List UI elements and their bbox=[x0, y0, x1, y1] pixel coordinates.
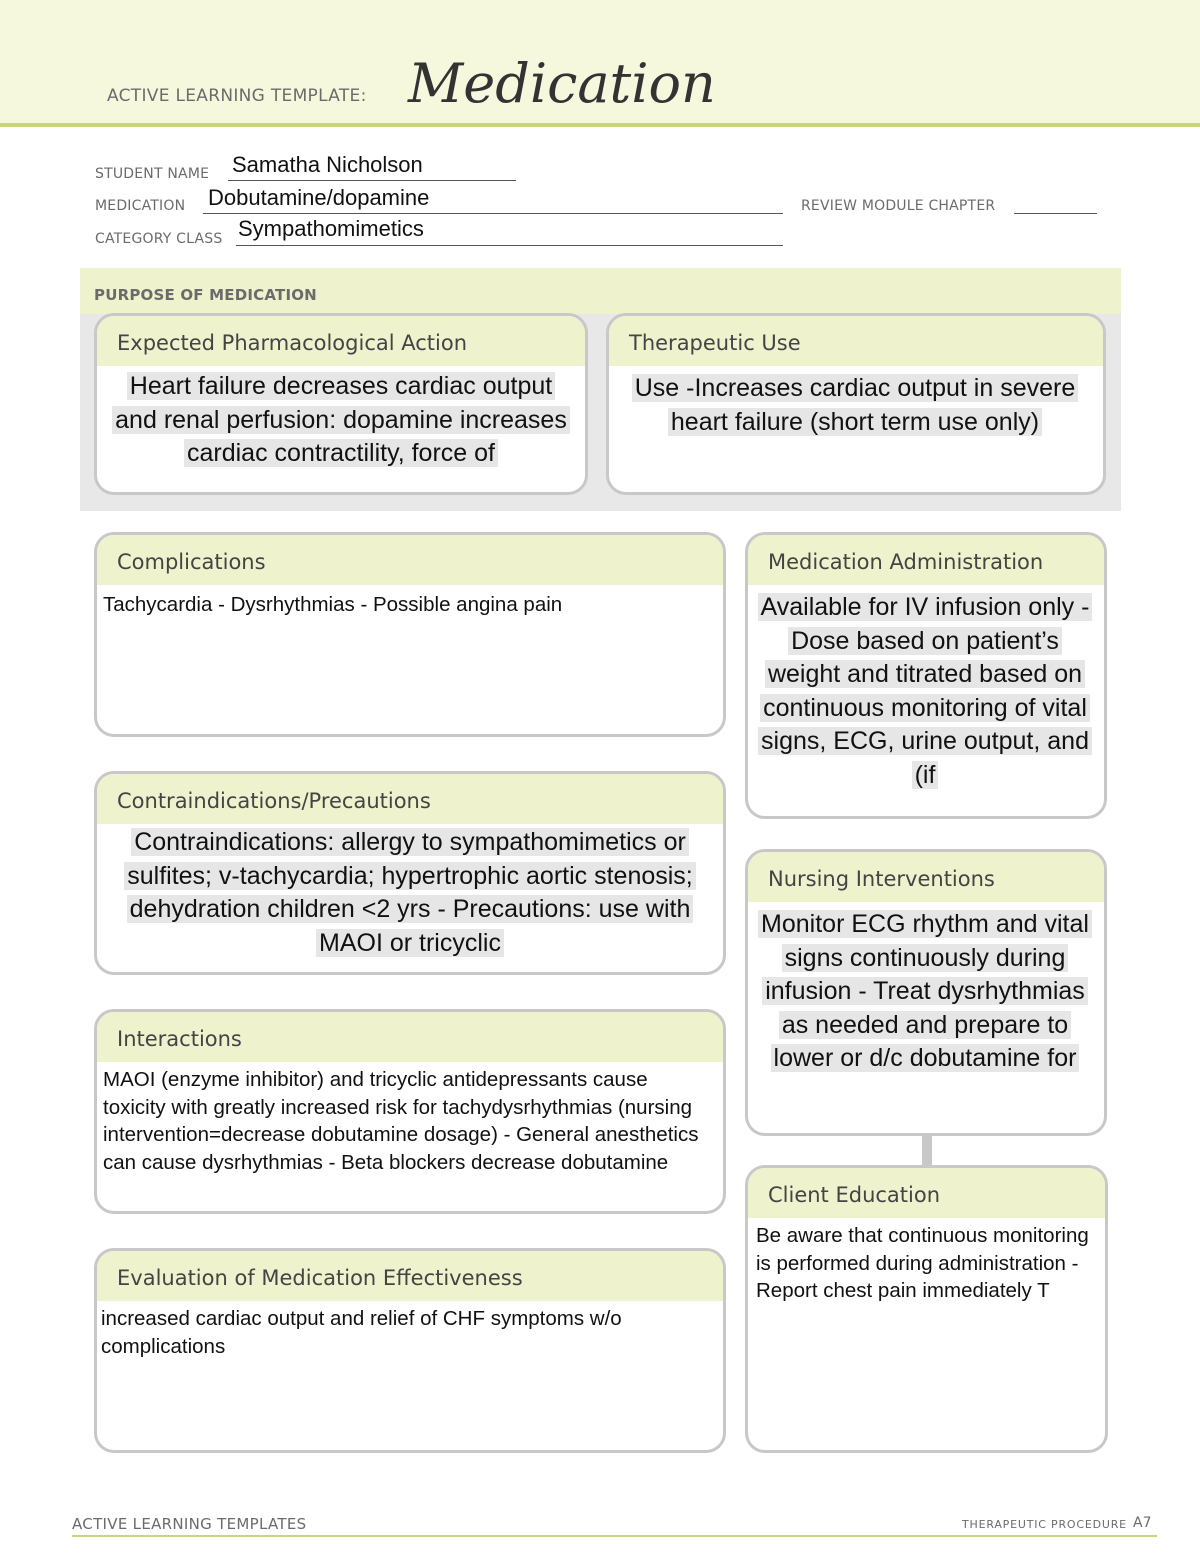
administration-title: Medication Administration bbox=[768, 550, 1044, 574]
footer-rule bbox=[72, 1535, 1157, 1537]
purpose-label: PURPOSE OF MEDICATION bbox=[94, 286, 317, 304]
category-class-line bbox=[236, 245, 783, 246]
therapeutic-use-title: Therapeutic Use bbox=[629, 331, 801, 355]
interactions-title: Interactions bbox=[117, 1027, 242, 1051]
evaluation-title: Evaluation of Medication Effectiveness bbox=[117, 1266, 523, 1290]
therapeutic-use-text[interactable]: Use -Increases cardiac output in severe heart failure (short term use only) bbox=[619, 372, 1091, 439]
interactions-card bbox=[94, 1009, 726, 1214]
interactions-text[interactable]: MAOI (enzyme inhibitor) and tricyclic antidepressants cause toxicity with greatly increased risk for tachydysrhythmias (nursing intervention=decrease dobutamine dosage) - General anesthetics can cause dysrhythmias - Beta blockers decrease dobutamine bbox=[103, 1068, 699, 1174]
medication-field[interactable]: Dobutamine/dopamine bbox=[208, 185, 430, 210]
client-education-title: Client Education bbox=[768, 1183, 941, 1207]
evaluation-text[interactable]: increased cardiac output and relief of CHF symptoms w/o complications bbox=[101, 1307, 622, 1358]
medication-label: MEDICATION bbox=[95, 198, 186, 214]
administration-text[interactable]: Available for IV infusion only - Dose based on patient’s weight and titrated based on continuous monitoring of vital signs, ECG, urine output, and (if bbox=[754, 591, 1096, 792]
administration-card bbox=[745, 532, 1107, 819]
contraindications-text[interactable]: Contraindications: allergy to sympathomimetics or sulfites; v-tachycardia; hypertrophic aortic stenosis; dehydration children <2 yrs - Precautions: use with MAOI or tricyclic bbox=[103, 826, 717, 960]
therapeutic-use-card bbox=[606, 313, 1106, 495]
nursing-interventions-card bbox=[745, 849, 1107, 1136]
student-name-label: STUDENT NAME bbox=[95, 166, 210, 182]
student-name-field[interactable]: Samatha Nicholson bbox=[232, 152, 423, 177]
nursing-interventions-text[interactable]: Monitor ECG rhythm and vital signs continuously during infusion - Treat dysrhythmias as needed and prepare to lower or d/c dobutamine for bbox=[756, 908, 1094, 1076]
complications-text[interactable]: Tachycardia - Dysrhythmias - Possible angina pain bbox=[103, 593, 563, 616]
client-education-text[interactable]: Be aware that continuous monitoring is performed during administration - Report chest pain immediately T bbox=[756, 1224, 1089, 1302]
review-module-line bbox=[1014, 213, 1097, 214]
expected-action-text[interactable]: Heart failure decreases cardiac output and renal perfusion: dopamine increases cardiac contractility, force of bbox=[105, 370, 577, 471]
contraindications-card bbox=[94, 771, 726, 975]
medication-line bbox=[203, 213, 783, 214]
review-module-label: REVIEW MODULE CHAPTER bbox=[801, 198, 996, 214]
header-rule bbox=[0, 123, 1200, 127]
complications-card bbox=[94, 532, 726, 737]
student-name-line bbox=[228, 180, 516, 181]
category-class-label: CATEGORY CLASS bbox=[95, 231, 223, 247]
expected-action-card bbox=[94, 313, 588, 495]
evaluation-card bbox=[94, 1248, 726, 1453]
expected-action-title: Expected Pharmacological Action bbox=[117, 331, 468, 355]
client-education-card bbox=[745, 1165, 1108, 1453]
complications-title: Complications bbox=[117, 550, 266, 574]
template-label: ACTIVE LEARNING TEMPLATE: bbox=[107, 86, 367, 106]
page-number: A7 bbox=[1133, 1515, 1152, 1531]
footer-right-label: THERAPEUTIC PROCEDURE bbox=[962, 1518, 1127, 1531]
footer-left-label: ACTIVE LEARNING TEMPLATES bbox=[72, 1515, 307, 1533]
card-connector bbox=[922, 1135, 932, 1167]
page-title: Medication bbox=[408, 52, 716, 115]
category-class-field[interactable]: Sympathomimetics bbox=[238, 216, 424, 241]
nursing-interventions-title: Nursing Interventions bbox=[768, 867, 995, 891]
contraindications-title: Contraindications/Precautions bbox=[117, 789, 431, 813]
